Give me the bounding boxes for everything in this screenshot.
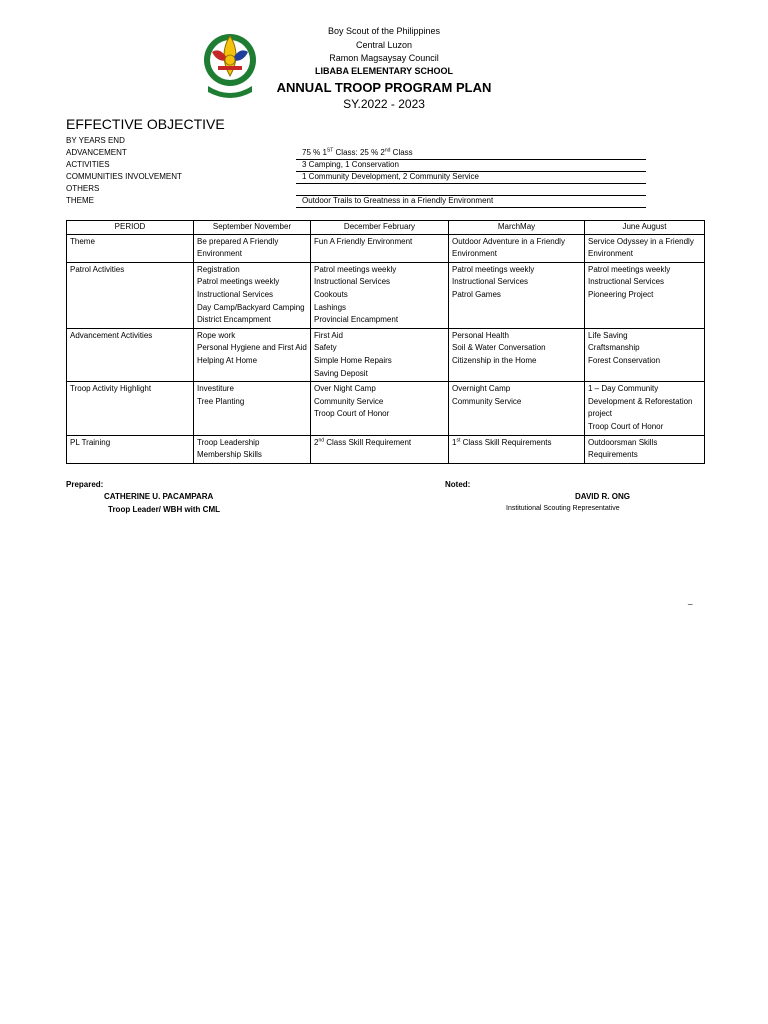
plan-cell	[194, 262, 311, 328]
plan-cell	[585, 382, 705, 435]
plan-item: First Aid	[314, 330, 343, 340]
plan-cell	[311, 234, 449, 262]
plan-cell	[194, 234, 311, 262]
program-plan-table	[66, 220, 705, 464]
period-cell: Troop Activity Highlight	[67, 382, 194, 435]
plan-item: Patrol meetings weekly	[452, 264, 535, 274]
table-row	[67, 328, 705, 381]
plan-item: Tree Planting	[197, 396, 245, 406]
plan-item: 1 – Day Community Development & Reforestation project	[588, 384, 693, 419]
plan-item: Overnight Camp	[452, 384, 511, 394]
plan-item: Instructional Services	[452, 277, 529, 287]
table-row	[67, 234, 705, 262]
objective-row	[66, 160, 646, 172]
plan-cell	[449, 382, 585, 435]
objective-label: THEME	[66, 196, 94, 205]
plan-item: Troop Court of Honor	[588, 421, 664, 431]
plan-item: Lashings	[314, 302, 347, 312]
table-row	[67, 382, 705, 435]
noted-label: Noted:	[445, 480, 471, 489]
period-cell: PL Training	[67, 435, 194, 463]
plan-item: Community Service	[314, 396, 384, 406]
plan-item: Investiture	[197, 384, 234, 394]
col-header-period: PERIOD	[67, 221, 194, 235]
objective-line	[296, 184, 646, 196]
effective-objective-title: EFFECTIVE OBJECTIVE	[66, 116, 225, 132]
plan-cell	[585, 262, 705, 328]
plan-cell	[449, 234, 585, 262]
plan-item: Patrol Games	[452, 289, 501, 299]
plan-item: Life Saving	[588, 330, 628, 340]
plan-cell	[449, 262, 585, 328]
plan-item: Outdoor Adventure in a Friendly Environment	[452, 236, 565, 259]
plan-cell	[449, 328, 585, 381]
plan-item: Citizenship in the Home	[452, 355, 537, 365]
plan-cell	[194, 328, 311, 381]
plan-item: Soil & Water Conversation	[452, 343, 546, 353]
plan-item: Instructional Services	[588, 277, 665, 287]
plan-cell	[311, 435, 449, 463]
plan-cell	[585, 234, 705, 262]
plan-cell	[194, 382, 311, 435]
noted-name: DAVID R. ONG	[575, 492, 630, 501]
plan-item: Patrol meetings weekly	[588, 264, 671, 274]
objective-label: ACTIVITIES	[66, 160, 110, 169]
objective-line	[296, 196, 646, 208]
plan-cell	[585, 328, 705, 381]
activities-value: 3 Camping, 1 Conservation	[302, 160, 399, 169]
plan-item: Saving Deposit	[314, 368, 368, 378]
col-header-sep-nov: September November	[194, 221, 311, 235]
col-header-dec-feb: December February	[311, 221, 449, 235]
prepared-name: CATHERINE U. PACAMPARA	[104, 492, 214, 501]
plan-item: Safety	[314, 343, 337, 353]
plan-item: Cookouts	[314, 289, 348, 299]
objective-row	[66, 136, 646, 148]
plan-item: Membership Skills	[197, 450, 262, 460]
stray-mark: _	[688, 596, 693, 605]
plan-cell	[449, 435, 585, 463]
plan-item: Patrol meetings weekly	[197, 277, 280, 287]
plan-item: Troop Court of Honor	[314, 409, 390, 419]
objective-row	[66, 172, 646, 184]
plan-cell	[311, 328, 449, 381]
plan-item: Personal Health	[452, 330, 509, 340]
plan-cell	[311, 262, 449, 328]
period-cell: Patrol Activities	[67, 262, 194, 328]
plan-item: Registration	[197, 264, 240, 274]
objective-label: COMMUNITIES INVOLVEMENT	[66, 172, 182, 181]
school-year: SY.2022 - 2023	[343, 97, 425, 111]
plan-cell	[311, 382, 449, 435]
plan-item: Patrol meetings weekly	[314, 264, 397, 274]
noted-title: Institutional Scouting Representative	[506, 505, 620, 512]
plan-item: Simple Home Repairs	[314, 355, 392, 365]
school-name: LIBABA ELEMENTARY SCHOOL	[314, 66, 453, 76]
period-cell: Theme	[67, 234, 194, 262]
plan-item: Outdoorsman Skills Requirements	[588, 437, 658, 460]
objective-line	[296, 148, 646, 160]
objective-line	[296, 172, 646, 184]
plan-item: Over Night Camp	[314, 384, 376, 394]
theme-value: Outdoor Trails to Greatness in a Friendly Environment	[302, 196, 494, 205]
col-header-jun-aug: June August	[585, 221, 705, 235]
objective-row	[66, 184, 646, 196]
page-title: ANNUAL TROOP PROGRAM PLAN	[276, 80, 492, 95]
plan-item: Forest Conservation	[588, 355, 661, 365]
advancement-value: 75 % 1ST Class: 25 % 2nd Class	[302, 147, 413, 157]
objective-label: BY YEARS END	[66, 136, 125, 145]
objective-row	[66, 196, 646, 208]
period-cell: Advancement Activities	[67, 328, 194, 381]
plan-cell	[585, 435, 705, 463]
plan-item: Day Camp/Backyard Camping	[197, 302, 305, 312]
plan-item: Fun A Friendly Environment	[314, 236, 413, 246]
plan-item: 2nd Class Skill Requirement	[314, 436, 412, 447]
plan-item: Community Service	[452, 396, 522, 406]
plan-item: Instructional Services	[314, 277, 391, 287]
table-row	[67, 262, 705, 328]
plan-item: District Encampment	[197, 315, 271, 325]
region-name: Central Luzon	[355, 40, 413, 50]
community-value: 1 Community Development, 2 Community Service	[302, 172, 479, 181]
objective-row	[66, 148, 646, 160]
objective-line	[296, 160, 646, 172]
plan-item: Service Odyssey in a Friendly Environment	[588, 236, 694, 259]
plan-item: Instructional Services	[197, 289, 274, 299]
prepared-title: Troop Leader/ WBH with CML	[108, 505, 220, 514]
plan-item: Craftsmanship	[588, 343, 640, 353]
table-row	[67, 435, 705, 463]
plan-item: Personal Hygiene and First Aid	[197, 343, 307, 353]
prepared-label: Prepared:	[66, 480, 104, 489]
table-header-row	[67, 221, 705, 235]
plan-item: 1st Class Skill Requirements	[452, 436, 552, 447]
objective-label: ADVANCEMENT	[66, 148, 127, 157]
objective-label: OTHERS	[66, 184, 100, 193]
plan-item: Provincial Encampment	[314, 315, 399, 325]
plan-cell	[194, 435, 311, 463]
plan-item: Be prepared A Friendly Environment	[197, 236, 279, 259]
org-name: Boy Scout of the Philippines	[327, 26, 441, 36]
council-name: Ramon Magsaysay Council	[329, 53, 439, 63]
plan-item: Troop Leadership	[197, 437, 260, 447]
plan-item: Pioneering Project	[588, 289, 654, 299]
plan-item: Helping At Home	[197, 355, 258, 365]
col-header-mar-may: MarchMay	[449, 221, 585, 235]
plan-item: Rope work	[197, 330, 236, 340]
